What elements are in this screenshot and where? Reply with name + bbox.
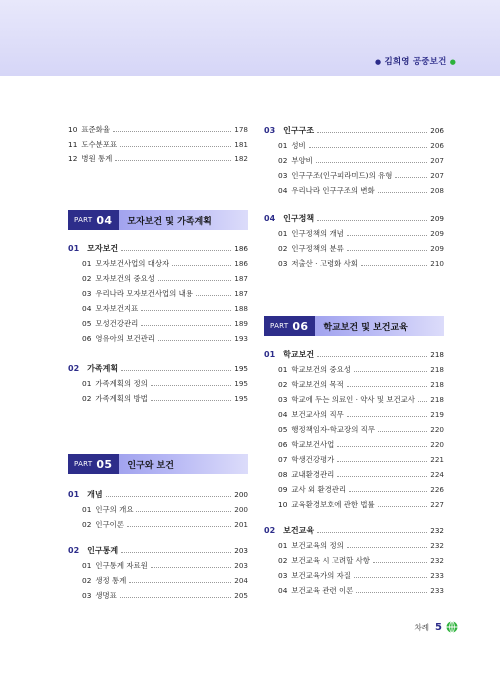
toc-entry[interactable]: 02 인구정책의 분류 209 [278,244,444,253]
toc-entry[interactable]: 01 보건교육의 정의 232 [278,541,444,550]
toc-entry[interactable]: 05 행정책임자-학교장의 직무 220 [278,425,444,434]
toc-entry[interactable]: 11 도수분포표 181 [68,140,248,149]
toc-entry[interactable]: 06 학교보건사업 220 [278,440,444,449]
part-title: 모자보건 및 가족계획 [127,216,212,227]
toc-entry[interactable]: 02 가족계획의 방법 195 [82,394,248,403]
header-subject: 공중보건 [412,57,447,67]
header-band [0,0,500,76]
toc-entry[interactable]: 04 보건교육 관련 이론 233 [278,586,444,595]
toc-entry[interactable]: 03 우리나라 모자보건사업의 내용 187 [82,289,248,298]
toc-section[interactable]: 02 보건교육 232 [264,526,444,535]
toc-entry[interactable]: 03 학교에 두는 의료인 · 약사 및 보건교사 218 [278,395,444,404]
toc-entry[interactable]: 01 가족계획의 정의 195 [82,379,248,388]
toc-entry[interactable]: 02 보건교육 시 고려할 사항 232 [278,556,444,565]
toc-entry[interactable]: 06 영유아의 보건관리 193 [82,334,248,343]
toc-entry[interactable]: 02 학교보건의 목적 218 [278,380,444,389]
toc-section[interactable]: 01 개념 200 [68,490,248,499]
bullet-icon: ● [374,58,382,66]
toc-entry[interactable]: 01 인구통계 자료원 203 [82,561,248,570]
toc-section[interactable]: 01 학교보건 218 [264,350,444,359]
toc-entry[interactable]: 01 성비 206 [278,141,444,150]
toc-entry[interactable]: 01 학교보건의 중요성 218 [278,365,444,374]
toc-entry[interactable]: 03 생명표 205 [82,591,248,600]
page-number: 5 [435,621,442,633]
toc-entry[interactable]: 10 표준화율 178 [68,125,248,134]
toc-section[interactable]: 02 인구통계 203 [68,546,248,555]
toc-entry[interactable]: 07 학생건강평가 221 [278,455,444,464]
toc-entry[interactable]: 03 인구구조(인구피라미드)의 유형 207 [278,171,444,180]
toc-entry[interactable]: 09 교사 외 환경관리 226 [278,485,444,494]
part-05-banner: PART 05 인구와 보건 [68,454,248,474]
footer-label: 차례 [414,622,430,632]
toc-entry[interactable]: 12 병원 통계 182 [68,154,248,163]
toc-entry[interactable]: 02 부양비 207 [278,156,444,165]
toc-section[interactable]: 02 가족계획 195 [68,364,248,373]
toc-entry[interactable]: 02 생정 통계 204 [82,576,248,585]
toc-section[interactable]: 01 모자보건 186 [68,244,248,253]
part-title: 학교보건 및 보건교육 [323,322,408,333]
toc-entry[interactable]: 03 보건교육가의 자질 233 [278,571,444,580]
toc-section[interactable]: 03 인구구조 206 [264,126,444,135]
toc-entry[interactable]: 10 교육환경보호에 관한 법률 227 [278,500,444,509]
part-title: 인구와 보건 [127,460,174,471]
header-author: 김희영 [384,57,410,67]
toc-entry[interactable]: 01 모자보건사업의 대상자 186 [82,259,248,268]
toc-entry[interactable]: 01 인구정책의 개념 209 [278,229,444,238]
toc-entry[interactable]: 02 인구이론 201 [82,520,248,529]
part-04-banner: PART 04 모자보건 및 가족계획 [68,210,248,230]
toc-entry[interactable]: 04 우리나라 인구구조의 변화 208 [278,186,444,195]
globe-icon [446,621,458,633]
toc-entry[interactable]: 05 모성건강관리 189 [82,319,248,328]
part-06-banner: PART 06 학교보건 및 보건교육 [264,316,444,336]
toc-entry[interactable]: 04 보건교사의 직무 219 [278,410,444,419]
toc-entry[interactable]: 03 저출산 · 고령화 사회 210 [278,259,444,268]
page-footer [415,621,458,633]
toc-entry[interactable]: 02 모자보건의 중요성 187 [82,274,248,283]
header-title [375,55,456,67]
bullet-icon: ● [449,58,456,66]
toc-section[interactable]: 04 인구정책 209 [264,214,444,223]
toc-entry[interactable]: 08 교내환경관리 224 [278,470,444,479]
toc-entry[interactable]: 04 모자보건지표 188 [82,304,248,313]
toc-entry[interactable]: 01 인구의 개요 200 [82,505,248,514]
